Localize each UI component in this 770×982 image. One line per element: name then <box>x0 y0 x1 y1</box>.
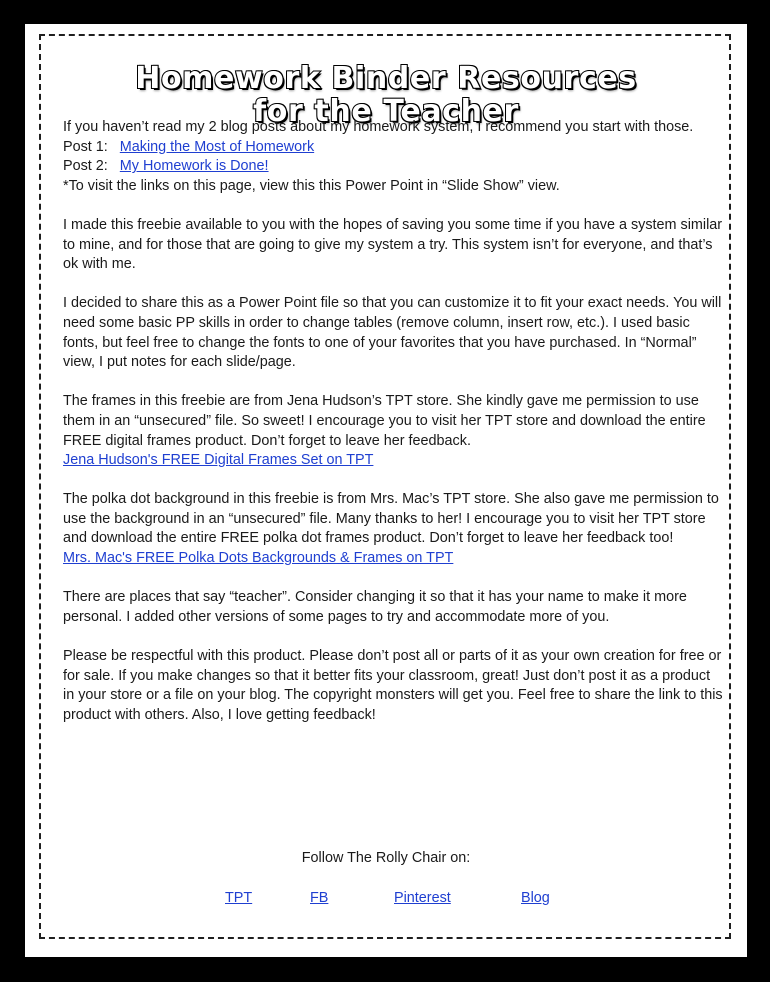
mrs-mac-link[interactable]: Mrs. Mac's FREE Polka Dots Backgrounds & Frames on TPT <box>63 550 454 567</box>
follow-label: Follow The Rolly Chair on: <box>301 850 471 866</box>
freebie-paragraph: I made this freebie available to you with the hopes of saving you some time if you have a system similar to mine, and for those that are going to give my system a try. This system isn’t for everyone, and that’s ok with me. <box>63 216 723 273</box>
tpt-link[interactable]: TPT <box>225 890 253 906</box>
post-1-link[interactable]: Making the Most of Homework <box>119 138 315 155</box>
fb-link[interactable]: FB <box>310 890 329 906</box>
pinterest-link[interactable]: Pinterest <box>394 890 451 906</box>
post-1-line <box>63 138 723 158</box>
post-2-label: Post 2: <box>63 158 108 175</box>
post-2-line <box>63 157 723 177</box>
respect-paragraph: Please be respectful with this product. Please don’t post all or parts of it as your own creation for free or for sale. If you make changes so that it better fits your classroom, great! Just don’t post it as a product in your store or a file on your blog. The copyright monsters will get you. Feel free to share the link to this product with others. Also, I love getting feedback! <box>63 648 723 723</box>
powerpoint-paragraph: I decided to share this as a Power Point file so that you can customize it to fit your exact needs. You will need some basic PP skills in order to change tables (remove column, insert row, etc.). I used basic fonts, but feel free to change the fonts to one of your favorites that you have purchased. In “Normal” view, I put notes for each slide/page. <box>63 295 722 371</box>
title-line-1: Homework Binder Resources <box>135 61 637 97</box>
post-1-label: Post 1: <box>63 138 108 155</box>
jena-hudson-link[interactable]: Jena Hudson's FREE Digital Frames Set on TPT <box>63 452 374 469</box>
slide-show-note: *To visit the links on this page, view this this Power Point in “Slide Show” view. <box>63 177 560 194</box>
document-page <box>25 24 747 957</box>
title-line-2: for the Teacher <box>253 94 519 130</box>
frames-paragraph: The frames in this freebie are from Jena Hudson’s TPT store. She kindly gave me permission to use them in an “unsecured” file. So sweet! I encourage you to visit her TPT store and download the entire FREE digital frames product. Don’t forget to leave her feedback. <box>63 393 706 449</box>
intro-text: If you haven’t read my 2 blog posts about my homework system, I recommend you start with those. <box>63 119 694 135</box>
post-2-link[interactable]: My Homework is Done! <box>119 158 269 175</box>
polka-dot-paragraph: The polka dot background in this freebie is from Mrs. Mac’s TPT store. She also gave me permission to use the background in an “unsecured” file. Many thanks to her! I encourage you to visit her TPT store and download the entire FREE polka dot frames product. Don’t forget to leave her feedback too! <box>63 491 719 547</box>
teacher-paragraph: There are places that say “teacher”. Consider changing it so that it has your name to make it more personal. I added other versions of some pages to try and accommodate more of you. <box>63 589 687 625</box>
body-content <box>63 118 723 725</box>
blog-link[interactable]: Blog <box>521 890 550 906</box>
